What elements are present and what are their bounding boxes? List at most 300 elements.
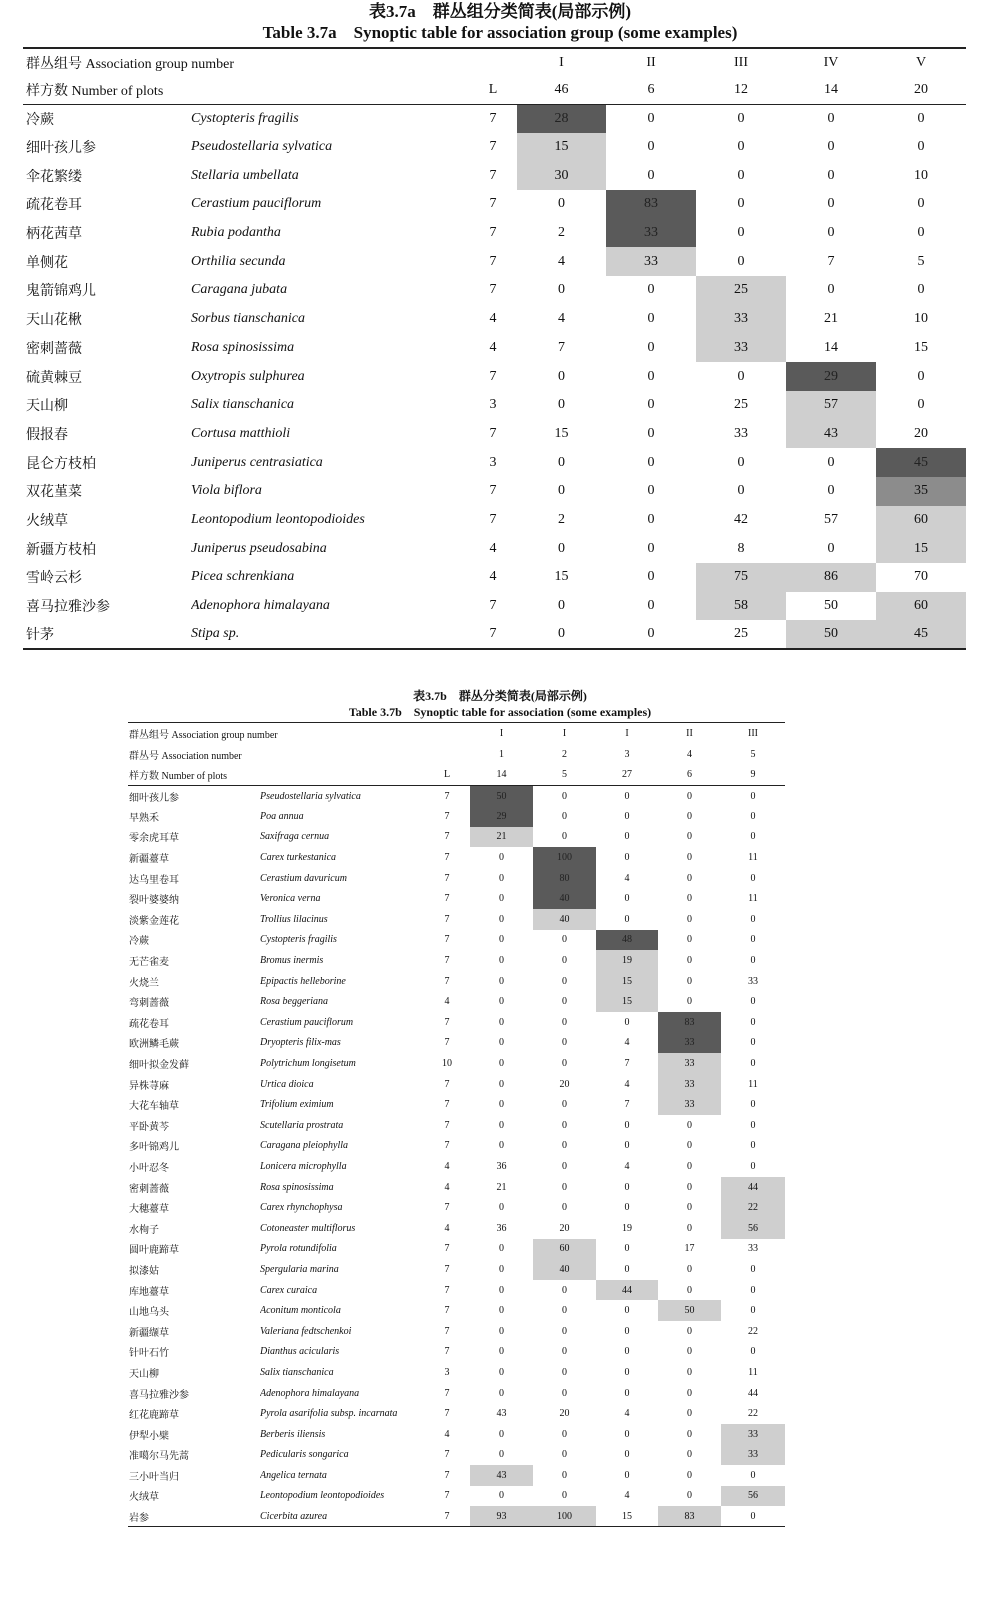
frequency-cell: 0 xyxy=(687,1428,692,1440)
frequency-cell: 58 xyxy=(696,592,786,621)
table-row xyxy=(128,1465,785,1486)
layer-value: 7 xyxy=(444,831,450,843)
layer-value: 7 xyxy=(489,110,497,126)
frequency-cell: 0 xyxy=(750,1263,756,1275)
header-label: 样方数 Number of plots xyxy=(23,76,469,104)
frequency-cell: 0 xyxy=(499,996,504,1008)
frequency-cell: 15 xyxy=(554,569,569,585)
frequency-cell: 0 xyxy=(827,540,835,556)
chinese-name: 喜马拉雅沙参 xyxy=(129,1389,189,1401)
frequency-cell: 29 xyxy=(470,806,533,827)
chinese-name: 硫黄棘豆 xyxy=(26,370,82,386)
layer-value: 7 xyxy=(489,598,497,614)
species-name: Salix tianschanica xyxy=(260,1366,334,1378)
frequency-cell: 0 xyxy=(750,1037,756,1049)
frequency-cell: 0 xyxy=(624,1346,630,1358)
frequency-cell: 0 xyxy=(647,311,655,327)
frequency-cell: 100 xyxy=(533,847,596,868)
layer-value: 7 xyxy=(444,790,450,802)
frequency-cell: 45 xyxy=(876,620,966,649)
chinese-name: 柄花茜草 xyxy=(26,227,82,243)
frequency-cell: 40 xyxy=(533,909,596,930)
frequency-cell: 0 xyxy=(499,1284,504,1296)
species-name: Poa annua xyxy=(260,810,304,822)
frequency-cell: 0 xyxy=(647,483,655,499)
species-name: Cerastium davuricum xyxy=(260,872,347,884)
frequency-cell: 33 xyxy=(658,1033,721,1054)
frequency-cell: 10 xyxy=(914,167,928,183)
frequency-cell: 30 xyxy=(517,161,606,190)
chinese-name: 三小叶当归 xyxy=(129,1471,179,1483)
frequency-cell: 0 xyxy=(499,1037,504,1049)
frequency-cell: 0 xyxy=(737,196,745,212)
frequency-cell: 0 xyxy=(562,1099,567,1111)
species-name: Epipactis helleborine xyxy=(260,975,346,987)
chinese-name: 疏花卷耳 xyxy=(129,1018,169,1030)
frequency-cell: 0 xyxy=(647,282,655,298)
frequency-cell: 50 xyxy=(824,598,838,614)
species-name: Cotoneaster multiflorus xyxy=(260,1222,356,1234)
frequency-cell: 7 xyxy=(624,1099,630,1111)
layer-value: 4 xyxy=(489,540,497,556)
chinese-name: 无芒雀麦 xyxy=(129,957,169,969)
layer-value: 3 xyxy=(489,397,497,413)
frequency-cell: 15 xyxy=(596,991,658,1012)
chinese-name: 鬼箭锦鸡儿 xyxy=(26,284,96,300)
frequency-cell: 0 xyxy=(624,1243,630,1255)
frequency-cell: 0 xyxy=(687,1469,692,1481)
frequency-cell: 0 xyxy=(827,454,835,470)
frequency-cell: 0 xyxy=(737,110,745,126)
frequency-cell: 0 xyxy=(558,454,565,470)
species-name: Spergularia marina xyxy=(260,1263,339,1275)
frequency-cell: 19 xyxy=(596,950,658,971)
frequency-cell: 0 xyxy=(647,110,655,126)
species-name: Pyrola asarifolia subsp. incarnata xyxy=(260,1408,398,1420)
table-row xyxy=(128,1033,785,1054)
layer-value: 7 xyxy=(444,1346,450,1358)
header-col-value: I xyxy=(517,48,606,76)
frequency-cell: 0 xyxy=(562,996,567,1008)
chinese-name: 拟漆姑 xyxy=(129,1265,159,1277)
table-row xyxy=(128,991,785,1012)
header-col-value: 9 xyxy=(721,765,785,786)
frequency-cell: 0 xyxy=(687,1284,692,1296)
chinese-name: 水栒子 xyxy=(129,1224,159,1236)
frequency-cell: 35 xyxy=(876,477,966,506)
layer-value: 7 xyxy=(444,1263,450,1275)
species-name: Sorbus tianschanica xyxy=(191,311,305,327)
chinese-name: 红花鹿蹄草 xyxy=(129,1410,179,1422)
frequency-cell: 0 xyxy=(562,934,567,946)
frequency-cell: 0 xyxy=(750,1016,756,1028)
species-name: Dianthus acicularis xyxy=(260,1346,340,1358)
frequency-cell: 7 xyxy=(827,253,835,269)
frequency-cell: 0 xyxy=(750,1058,756,1070)
species-name: Angelica ternata xyxy=(260,1469,327,1481)
frequency-cell: 0 xyxy=(687,852,692,864)
layer-value: 7 xyxy=(444,1284,450,1296)
frequency-cell: 0 xyxy=(917,110,925,126)
header-row xyxy=(128,765,785,786)
frequency-cell: 21 xyxy=(496,1181,507,1193)
frequency-cell: 33 xyxy=(658,1053,721,1074)
table-row xyxy=(128,1239,785,1260)
header-col-value: II xyxy=(658,723,721,744)
species-name: Cerastium pauciflorum xyxy=(191,196,322,212)
frequency-cell: 0 xyxy=(827,282,835,298)
frequency-cell: 0 xyxy=(687,1366,692,1378)
frequency-cell: 25 xyxy=(734,397,748,413)
frequency-cell: 0 xyxy=(499,1140,504,1152)
frequency-cell: 0 xyxy=(750,934,756,946)
chinese-name: 天山花楸 xyxy=(26,313,82,329)
frequency-cell: 0 xyxy=(917,397,925,413)
frequency-cell: 0 xyxy=(562,1366,567,1378)
frequency-cell: 0 xyxy=(687,1408,692,1420)
frequency-cell: 0 xyxy=(750,1469,756,1481)
layer-value: 4 xyxy=(444,996,450,1008)
frequency-cell: 0 xyxy=(687,893,692,905)
header-col-value: I xyxy=(470,723,533,744)
frequency-cell: 4 xyxy=(624,872,630,884)
header-col-value: 46 xyxy=(517,76,606,104)
table-row xyxy=(23,305,966,334)
table-row xyxy=(23,276,966,305)
layer-value: 7 xyxy=(444,1016,450,1028)
layer-value: 7 xyxy=(444,1325,450,1337)
layer-value: 7 xyxy=(444,975,450,987)
species-name: Juniperus pseudosabina xyxy=(191,540,327,556)
frequency-cell: 0 xyxy=(558,196,565,212)
table-row xyxy=(23,592,966,621)
table-row xyxy=(23,334,966,363)
frequency-cell: 0 xyxy=(687,955,692,967)
species-name: Pseudostellaria sylvatica xyxy=(191,139,333,155)
frequency-cell: 0 xyxy=(750,1305,756,1317)
frequency-cell: 0 xyxy=(647,511,655,527)
frequency-cell: 0 xyxy=(750,1284,756,1296)
species-name: Leontopodium leontopodioides xyxy=(191,511,365,527)
species-name: Scutellaria prostrata xyxy=(260,1119,344,1131)
frequency-cell: 0 xyxy=(750,1140,756,1152)
table-row xyxy=(23,219,966,248)
frequency-cell: 33 xyxy=(658,1094,721,1115)
frequency-cell: 20 xyxy=(559,1078,570,1090)
table-row xyxy=(128,847,785,868)
layer-value: 7 xyxy=(489,511,497,527)
frequency-cell: 0 xyxy=(606,620,696,649)
header-col-value: 1 xyxy=(499,748,504,760)
header-row xyxy=(128,723,785,744)
frequency-cell: 40 xyxy=(533,1259,596,1280)
frequency-cell: 33 xyxy=(658,1074,721,1095)
species-name: Carex turkestanica xyxy=(260,852,337,864)
chinese-name: 火绒草 xyxy=(129,1492,159,1504)
header-label: 群丛组号 Association group number xyxy=(23,48,469,76)
chinese-name: 天山柳 xyxy=(26,399,68,415)
table-row xyxy=(23,563,966,592)
table-row xyxy=(128,909,785,930)
table-row xyxy=(128,868,785,889)
layer-value: 7 xyxy=(489,167,497,183)
frequency-cell: 15 xyxy=(554,425,569,441)
species-name: Lonicera microphylla xyxy=(260,1160,347,1172)
frequency-cell: 0 xyxy=(562,1490,567,1502)
frequency-cell: 86 xyxy=(786,563,876,592)
table-row xyxy=(128,888,785,909)
frequency-cell: 70 xyxy=(914,569,928,585)
header-col-value: 12 xyxy=(696,76,786,104)
species-name: Polytrichum longisetum xyxy=(260,1058,356,1070)
frequency-cell: 0 xyxy=(647,339,655,355)
table-row xyxy=(23,477,966,506)
header-col-value: 5 xyxy=(533,765,596,786)
frequency-cell: 0 xyxy=(562,975,567,987)
frequency-cell: 0 xyxy=(624,1140,630,1152)
frequency-cell: 0 xyxy=(917,196,925,212)
species-name: Juniperus centrasiatica xyxy=(191,454,323,470)
frequency-cell: 4 xyxy=(624,1078,630,1090)
frequency-cell: 0 xyxy=(562,790,567,802)
chinese-name: 平卧黄芩 xyxy=(129,1121,169,1133)
frequency-cell: 33 xyxy=(721,1445,785,1466)
frequency-cell: 0 xyxy=(687,1346,692,1358)
table-row xyxy=(23,506,966,535)
chinese-name: 密刺蔷薇 xyxy=(26,341,82,357)
chinese-name: 伊犁小檗 xyxy=(129,1430,169,1442)
frequency-cell: 0 xyxy=(687,934,692,946)
frequency-cell: 0 xyxy=(499,1449,504,1461)
species-name: Urtica dioica xyxy=(260,1078,314,1090)
frequency-cell: 0 xyxy=(562,1016,567,1028)
frequency-cell: 48 xyxy=(596,930,658,951)
frequency-cell: 0 xyxy=(499,1387,504,1399)
frequency-cell: 100 xyxy=(533,1506,596,1527)
header-label: 群丛组号 Association group number xyxy=(128,723,424,744)
frequency-cell: 0 xyxy=(687,790,692,802)
header-l: L xyxy=(424,765,470,786)
chinese-name: 库地薹草 xyxy=(129,1286,169,1298)
frequency-cell: 15 xyxy=(517,133,606,162)
frequency-cell: 0 xyxy=(624,1016,630,1028)
frequency-cell: 0 xyxy=(558,598,565,614)
layer-value: 3 xyxy=(489,454,497,470)
species-name: Rubia podantha xyxy=(191,225,281,241)
species-name: Adenophora himalayana xyxy=(191,598,330,614)
species-name: Saxifraga cernua xyxy=(260,831,330,843)
frequency-cell: 33 xyxy=(748,975,758,987)
frequency-cell: 0 xyxy=(558,483,565,499)
chinese-name: 多叶锦鸡儿 xyxy=(129,1142,179,1154)
species-name: Adenophora himalayana xyxy=(260,1387,360,1399)
frequency-cell: 0 xyxy=(827,196,835,212)
frequency-cell: 15 xyxy=(876,534,966,563)
frequency-cell: 0 xyxy=(827,139,835,155)
frequency-cell: 42 xyxy=(734,511,748,527)
layer-value: 4 xyxy=(444,1428,450,1440)
table-row xyxy=(23,420,966,449)
table-row xyxy=(128,1321,785,1342)
chinese-name: 细叶孩儿参 xyxy=(129,792,179,804)
layer-value: 7 xyxy=(444,1202,450,1214)
frequency-cell: 21 xyxy=(824,311,838,327)
header-col-value: 4 xyxy=(687,748,692,760)
layer-value: 7 xyxy=(444,1469,450,1481)
layer-value: 4 xyxy=(444,1160,450,1172)
frequency-cell: 0 xyxy=(687,872,692,884)
table-row xyxy=(128,950,785,971)
layer-value: 7 xyxy=(469,620,517,649)
layer-value: 7 xyxy=(444,934,450,946)
frequency-cell: 0 xyxy=(558,397,565,413)
frequency-cell: 8 xyxy=(737,540,745,556)
frequency-cell: 0 xyxy=(624,1119,630,1131)
frequency-cell: 0 xyxy=(624,1305,630,1317)
chinese-name: 大花车轴草 xyxy=(129,1101,179,1113)
frequency-cell: 7 xyxy=(624,1058,630,1070)
frequency-cell: 2 xyxy=(558,511,565,527)
header-col-value: V xyxy=(876,48,966,76)
species-name: Orthilia secunda xyxy=(191,253,286,269)
frequency-cell: 0 xyxy=(737,225,745,241)
frequency-cell: 15 xyxy=(596,1506,658,1527)
chinese-name: 零余虎耳草 xyxy=(129,833,179,845)
frequency-cell: 0 xyxy=(737,483,745,499)
chinese-name: 假报春 xyxy=(26,427,68,443)
species-name: Trifolium eximium xyxy=(260,1099,334,1111)
table-row xyxy=(128,1280,785,1301)
frequency-cell: 4 xyxy=(624,1490,630,1502)
table-row xyxy=(128,1383,785,1404)
frequency-cell: 0 xyxy=(687,1181,692,1193)
frequency-cell: 0 xyxy=(562,1346,567,1358)
frequency-cell: 0 xyxy=(624,1428,630,1440)
species-name: Veronica verna xyxy=(260,893,321,905)
table-row xyxy=(128,1506,785,1527)
frequency-cell: 0 xyxy=(827,110,835,126)
frequency-cell: 11 xyxy=(748,1078,758,1090)
frequency-cell: 57 xyxy=(824,511,838,527)
frequency-cell: 11 xyxy=(748,852,758,864)
chinese-name: 山地乌头 xyxy=(129,1307,169,1319)
frequency-cell: 33 xyxy=(606,247,696,276)
chinese-name: 细叶拟金发藓 xyxy=(129,1060,189,1072)
table-b-caption-cn: 表3.7b 群丛分类简表(局部示例) xyxy=(413,689,587,703)
table-row xyxy=(128,1053,785,1074)
frequency-cell: 0 xyxy=(562,955,567,967)
frequency-cell: 0 xyxy=(624,1387,630,1399)
layer-value: 7 xyxy=(489,368,497,384)
frequency-cell: 0 xyxy=(624,1366,630,1378)
frequency-cell: 0 xyxy=(737,139,745,155)
frequency-cell: 0 xyxy=(687,996,692,1008)
header-label: 群丛号 Association number xyxy=(129,750,242,762)
table-row xyxy=(23,104,966,133)
frequency-cell: 0 xyxy=(624,1449,630,1461)
header-col-value: II xyxy=(606,48,696,76)
chinese-name: 针叶石竹 xyxy=(129,1348,169,1360)
layer-value: 7 xyxy=(489,425,497,441)
frequency-cell: 0 xyxy=(499,872,504,884)
frequency-cell: 0 xyxy=(499,1243,504,1255)
frequency-cell: 0 xyxy=(687,810,692,822)
table-row xyxy=(23,391,966,420)
table-row xyxy=(128,1259,785,1280)
species-name: Pedicularis songarica xyxy=(260,1449,349,1461)
table-row xyxy=(23,247,966,276)
layer-value: 7 xyxy=(489,282,497,298)
layer-value: 7 xyxy=(444,1099,450,1111)
chinese-name: 欧洲鳞毛蕨 xyxy=(129,1039,179,1051)
table-row xyxy=(128,971,785,992)
table-row xyxy=(23,190,966,219)
chinese-name: 雪岭云杉 xyxy=(26,571,82,587)
table-row xyxy=(128,1156,785,1177)
layer-value: 7 xyxy=(444,955,450,967)
layer-value: 7 xyxy=(444,1119,450,1131)
chinese-name: 昆仑方枝柏 xyxy=(26,456,96,472)
frequency-cell: 22 xyxy=(748,1325,758,1337)
layer-value: 7 xyxy=(444,852,450,864)
frequency-cell: 0 xyxy=(750,810,756,822)
species-name: Stellaria umbellata xyxy=(191,167,299,183)
frequency-cell: 0 xyxy=(624,790,630,802)
frequency-cell: 7 xyxy=(558,339,565,355)
frequency-cell: 0 xyxy=(562,810,567,822)
species-name: Pseudostellaria sylvatica xyxy=(260,790,361,802)
header-row xyxy=(23,48,966,76)
frequency-cell: 0 xyxy=(562,1325,567,1337)
header-row xyxy=(23,76,966,104)
frequency-cell: 0 xyxy=(647,397,655,413)
frequency-cell: 0 xyxy=(687,1263,692,1275)
table-row xyxy=(128,1197,785,1218)
table-row xyxy=(128,1115,785,1136)
frequency-cell: 33 xyxy=(606,219,696,248)
frequency-cell: 0 xyxy=(499,1078,504,1090)
frequency-cell: 0 xyxy=(499,1325,504,1337)
frequency-cell: 44 xyxy=(721,1177,785,1198)
frequency-cell: 0 xyxy=(750,913,756,925)
layer-value: 3 xyxy=(444,1366,450,1378)
frequency-cell: 0 xyxy=(562,1449,567,1461)
frequency-cell: 0 xyxy=(687,1490,692,1502)
frequency-cell: 56 xyxy=(721,1486,785,1507)
frequency-cell: 33 xyxy=(721,1424,785,1445)
frequency-cell: 33 xyxy=(734,425,748,441)
table-b-body xyxy=(128,786,785,1527)
frequency-cell: 0 xyxy=(647,167,655,183)
frequency-cell: 0 xyxy=(499,955,504,967)
header-col-value: 27 xyxy=(596,765,658,786)
frequency-cell: 22 xyxy=(721,1197,785,1218)
header-col-value: 14 xyxy=(786,76,876,104)
frequency-cell: 0 xyxy=(562,1305,567,1317)
chinese-name: 双花堇菜 xyxy=(26,485,82,501)
table-row xyxy=(23,620,966,649)
frequency-cell: 0 xyxy=(737,368,745,384)
frequency-cell: 33 xyxy=(696,334,786,363)
frequency-cell: 4 xyxy=(624,1037,630,1049)
table-row xyxy=(128,1486,785,1507)
table-row xyxy=(128,1362,785,1383)
frequency-cell: 5 xyxy=(917,253,925,269)
frequency-cell: 45 xyxy=(876,448,966,477)
chinese-name: 天山柳 xyxy=(129,1368,159,1380)
chinese-name: 小叶忍冬 xyxy=(129,1162,169,1174)
frequency-cell: 0 xyxy=(917,282,925,298)
